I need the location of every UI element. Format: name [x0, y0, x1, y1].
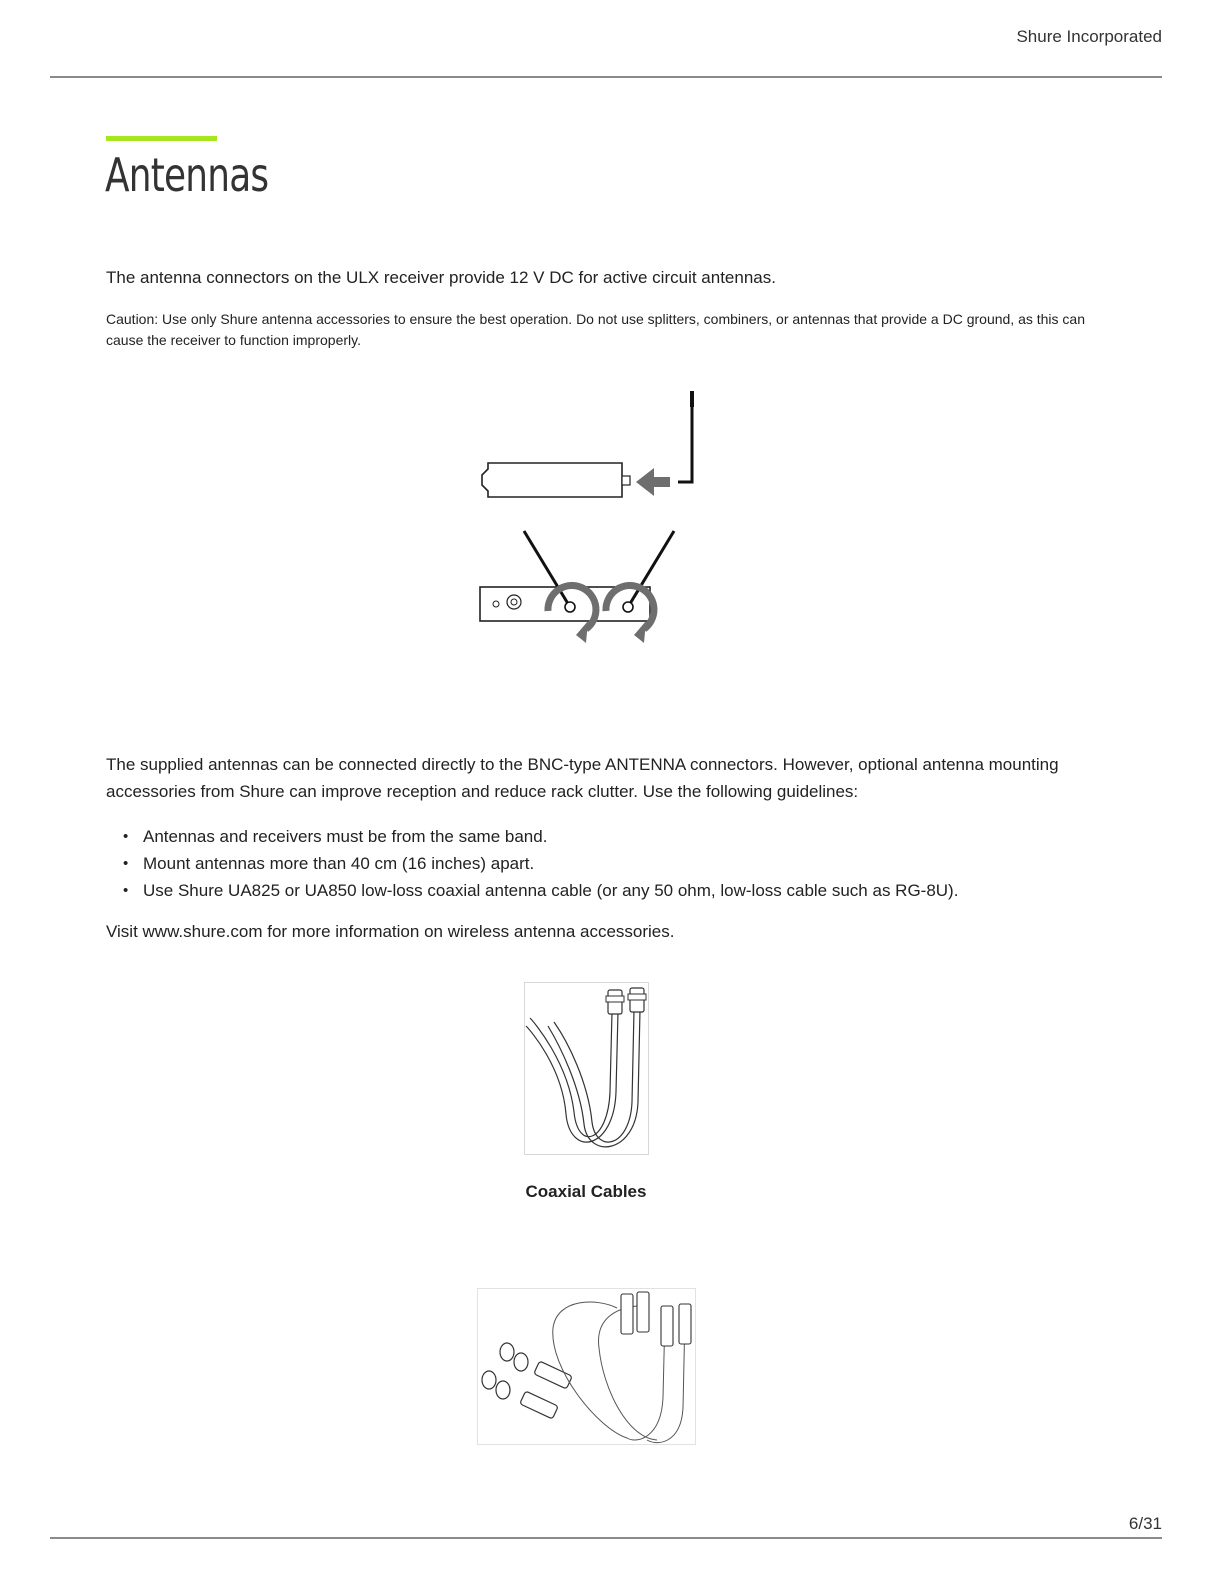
- title-accent-bar: [106, 136, 217, 141]
- header-divider: [50, 76, 1162, 78]
- coaxial-cables-image: [524, 982, 649, 1156]
- header-company: Shure Incorporated: [1016, 27, 1162, 46]
- list-item: • Mount antennas more than 40 cm (16 inches) apart.: [106, 850, 1136, 877]
- intro-paragraph: The antenna connectors on the ULX receiver provide 12 V DC for active circuit antennas.: [106, 268, 776, 287]
- list-item: • Antennas and receivers must be from the same band.: [106, 823, 1136, 850]
- receiver-side-view: [482, 391, 692, 497]
- figure-caption: Coaxial Cables: [525, 1182, 647, 1201]
- antenna-mounting-kit-image: [477, 1288, 697, 1446]
- receiver-rear-view: [480, 531, 674, 643]
- antenna-installation-figure: [470, 385, 700, 655]
- list-item: • Use Shure UA825 or UA850 low-loss coaxial antenna cable (or any 50 ohm, low-loss cable such as RG-8U).: [106, 877, 1136, 904]
- caution-note: Caution: Use only Shure antenna accessories to ensure the best operation. Do not use splitters, combiners, or antennas that provide a DC ground, as this can cause the receiver to function improperly.: [106, 311, 1086, 348]
- guidelines-list: [106, 823, 1136, 904]
- page-title: Antennas: [105, 148, 269, 202]
- page-number: 6/31: [1128, 1514, 1162, 1533]
- footer-divider: [50, 1537, 1162, 1539]
- visit-paragraph: Visit www.shure.com for more information on wireless antenna accessories.: [106, 922, 675, 941]
- guidance-paragraph: The supplied antennas can be connected directly to the BNC-type ANTENNA connectors. However, optional antenna mounting accessories from Shure can improve reception and reduce rack clutter. Use the following guidelines:: [106, 755, 1059, 801]
